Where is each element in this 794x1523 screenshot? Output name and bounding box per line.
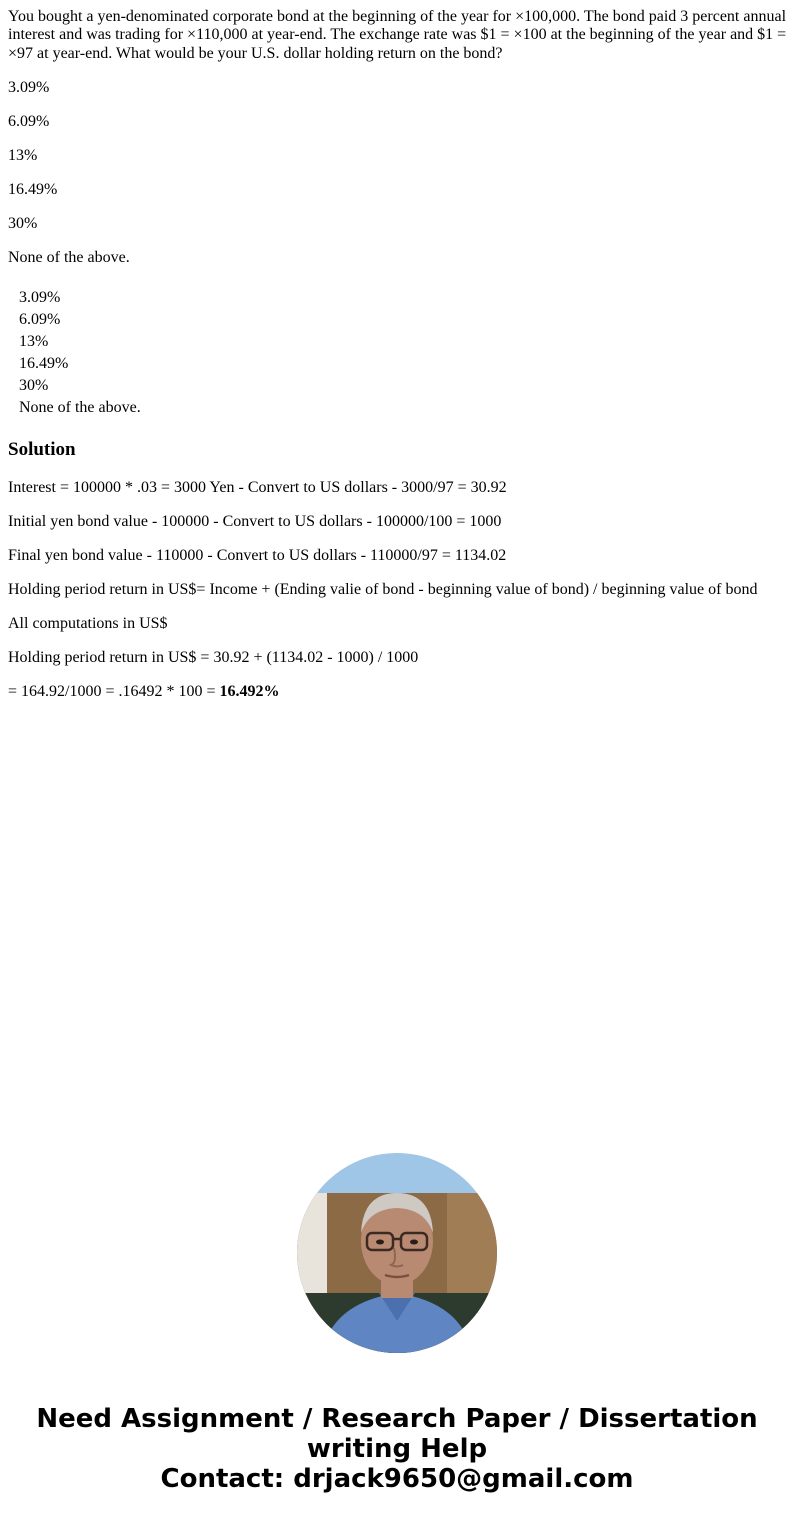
solution-line: Holding period return in US$ = 30.92 + (1134.02 - 1000) / 1000 [8,649,419,667]
document-content [8,8,788,701]
final-computation: = 164.92/1000 = .16492 * 100 = [8,683,220,701]
solution-line: Final yen bond value - 110000 - Convert to US dollars - 110000/97 = 1134.02 [8,547,507,565]
option-paragraph: 13% [8,147,38,165]
question-text: You bought a yen-denominated corporate bond at the beginning of the year for ×100,000. The bond paid 3 percent annual interest and was trading for ×110,000 at year-end. The exchange rate was $1 = ×100 at the beginning of the year and $1 = ×97 at year-end. What would be your U.S. dollar holding return on the bond? [8,8,787,62]
banner-line: writing Help [306,1434,488,1464]
answer-choice: 3.09% [19,289,61,307]
solution-line: Interest = 100000 * .03 = 3000 Yen - Convert to US dollars - 3000/97 = 30.92 [8,479,507,497]
option-paragraph: 30% [8,215,38,233]
answer-choice: 13% [19,333,49,351]
solution-line: Holding period return in US$= Income + (Ending valie of bond - beginning value of bond) / beginning value of bond [8,581,758,599]
answer-choice: None of the above. [19,399,141,417]
author-avatar [297,1153,497,1353]
solution-final-line [8,683,788,701]
answer-choice-list [8,287,788,419]
solution-heading: Solution [8,439,76,461]
answer-choice: 30% [19,377,49,395]
contact-email: Contact: drjack9650@gmail.com [160,1464,634,1494]
option-paragraph: 16.49% [8,181,58,199]
option-paragraph: 6.09% [8,113,50,131]
final-answer: 16.492% [219,683,280,701]
answer-choice: 6.09% [19,311,61,329]
solution-line: All computations in US$ [8,615,168,633]
answer-choice: 16.49% [19,355,69,373]
banner-line: Need Assignment / Research Paper / Dissertation [36,1404,758,1434]
option-paragraph: 3.09% [8,79,50,97]
contact-banner [0,1404,794,1494]
option-paragraph: None of the above. [8,249,130,267]
author-photo-illustration [297,1153,497,1353]
solution-line: Initial yen bond value - 100000 - Convert to US dollars - 100000/100 = 1000 [8,513,502,531]
